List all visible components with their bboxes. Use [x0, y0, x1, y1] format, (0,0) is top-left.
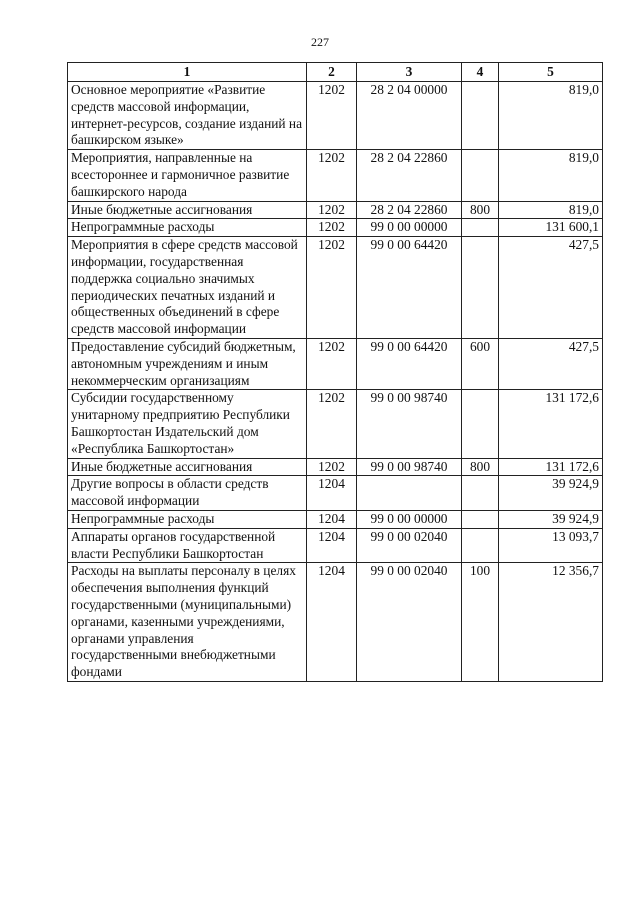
- row-name-cell: Непрограммные расходы: [68, 510, 307, 528]
- table-row: [68, 458, 603, 476]
- table-row: [68, 201, 603, 219]
- table-row: [68, 528, 603, 563]
- table-row: [68, 390, 603, 458]
- table-row: [68, 563, 603, 682]
- row-target-article-cell: 99 0 00 02040: [357, 528, 462, 563]
- row-expense-type-cell: 800: [462, 458, 499, 476]
- table-row: [68, 82, 603, 150]
- row-target-article-cell: 99 0 00 00000: [357, 510, 462, 528]
- row-amount-cell: 39 924,9: [499, 510, 603, 528]
- row-amount-cell: 12 356,7: [499, 563, 603, 682]
- row-section-cell: 1202: [307, 338, 357, 389]
- budget-table: [67, 62, 603, 682]
- row-amount-cell: 819,0: [499, 82, 603, 150]
- table-header-row: [68, 63, 603, 82]
- row-name-cell: Основное мероприятие «Развитие средств массовой информации, интернет-ресурсов, создание изданий на башкирском языке»: [68, 82, 307, 150]
- row-name-cell: Предоставление субсидий бюджетным, автономным учреждениям и иным некоммерческим организациям: [68, 338, 307, 389]
- row-target-article-cell: 28 2 04 00000: [357, 82, 462, 150]
- row-name-cell: Мероприятия, направленные на всестороннее и гармоничное развитие башкирского народа: [68, 150, 307, 201]
- header-col-5: 5: [499, 63, 603, 82]
- row-amount-cell: 819,0: [499, 150, 603, 201]
- row-amount-cell: 39 924,9: [499, 476, 603, 511]
- row-target-article-cell: 99 0 00 98740: [357, 390, 462, 458]
- row-expense-type-cell: 800: [462, 201, 499, 219]
- row-expense-type-cell: 600: [462, 338, 499, 389]
- row-name-cell: Другие вопросы в области средств массовой информации: [68, 476, 307, 511]
- row-target-article-cell: 28 2 04 22860: [357, 201, 462, 219]
- row-expense-type-cell: [462, 528, 499, 563]
- row-amount-cell: 131 172,6: [499, 390, 603, 458]
- row-name-cell: Аппараты органов государственной власти Республики Башкортостан: [68, 528, 307, 563]
- row-amount-cell: 427,5: [499, 237, 603, 339]
- table-row: [68, 150, 603, 201]
- row-expense-type-cell: 100: [462, 563, 499, 682]
- row-expense-type-cell: [462, 219, 499, 237]
- row-target-article-cell: 99 0 00 02040: [357, 563, 462, 682]
- row-section-cell: 1202: [307, 201, 357, 219]
- row-section-cell: 1204: [307, 476, 357, 511]
- row-section-cell: 1204: [307, 510, 357, 528]
- row-expense-type-cell: [462, 150, 499, 201]
- table-row: [68, 510, 603, 528]
- row-amount-cell: 131 600,1: [499, 219, 603, 237]
- row-name-cell: Иные бюджетные ассигнования: [68, 201, 307, 219]
- row-expense-type-cell: [462, 510, 499, 528]
- row-amount-cell: 131 172,6: [499, 458, 603, 476]
- row-section-cell: 1202: [307, 219, 357, 237]
- table-row: [68, 237, 603, 339]
- row-section-cell: 1204: [307, 563, 357, 682]
- row-amount-cell: 819,0: [499, 201, 603, 219]
- row-name-cell: Субсидии государственному унитарному предприятию Республики Башкортостан Издательский дом «Республика Башкортостан»: [68, 390, 307, 458]
- row-target-article-cell: 99 0 00 64420: [357, 338, 462, 389]
- row-expense-type-cell: [462, 390, 499, 458]
- header-col-4: 4: [462, 63, 499, 82]
- row-section-cell: 1202: [307, 458, 357, 476]
- row-target-article-cell: 99 0 00 64420: [357, 237, 462, 339]
- header-col-2: 2: [307, 63, 357, 82]
- row-name-cell: Мероприятия в сфере средств массовой информации, государственная поддержка социально значимых периодических печатных изданий и общественных объединений в сфере средств массовой информации: [68, 237, 307, 339]
- row-target-article-cell: 28 2 04 22860: [357, 150, 462, 201]
- row-amount-cell: 13 093,7: [499, 528, 603, 563]
- row-expense-type-cell: [462, 82, 499, 150]
- row-section-cell: 1202: [307, 150, 357, 201]
- row-expense-type-cell: [462, 476, 499, 511]
- row-name-cell: Иные бюджетные ассигнования: [68, 458, 307, 476]
- row-target-article-cell: 99 0 00 00000: [357, 219, 462, 237]
- row-name-cell: Непрограммные расходы: [68, 219, 307, 237]
- table-row: [68, 219, 603, 237]
- row-amount-cell: 427,5: [499, 338, 603, 389]
- header-col-1: 1: [68, 63, 307, 82]
- row-section-cell: 1202: [307, 237, 357, 339]
- row-target-article-cell: [357, 476, 462, 511]
- header-col-3: 3: [357, 63, 462, 82]
- row-section-cell: 1202: [307, 82, 357, 150]
- row-target-article-cell: 99 0 00 98740: [357, 458, 462, 476]
- table-row: [68, 338, 603, 389]
- page-number: 227: [311, 35, 329, 49]
- row-section-cell: 1202: [307, 390, 357, 458]
- row-section-cell: 1204: [307, 528, 357, 563]
- table-row: [68, 476, 603, 511]
- row-name-cell: Расходы на выплаты персоналу в целях обеспечения выполнения функций государственными (муниципальными) органами, казенными учреждениями, органами управления государственными внебюджетными фондами: [68, 563, 307, 682]
- row-expense-type-cell: [462, 237, 499, 339]
- table-body: [68, 82, 603, 682]
